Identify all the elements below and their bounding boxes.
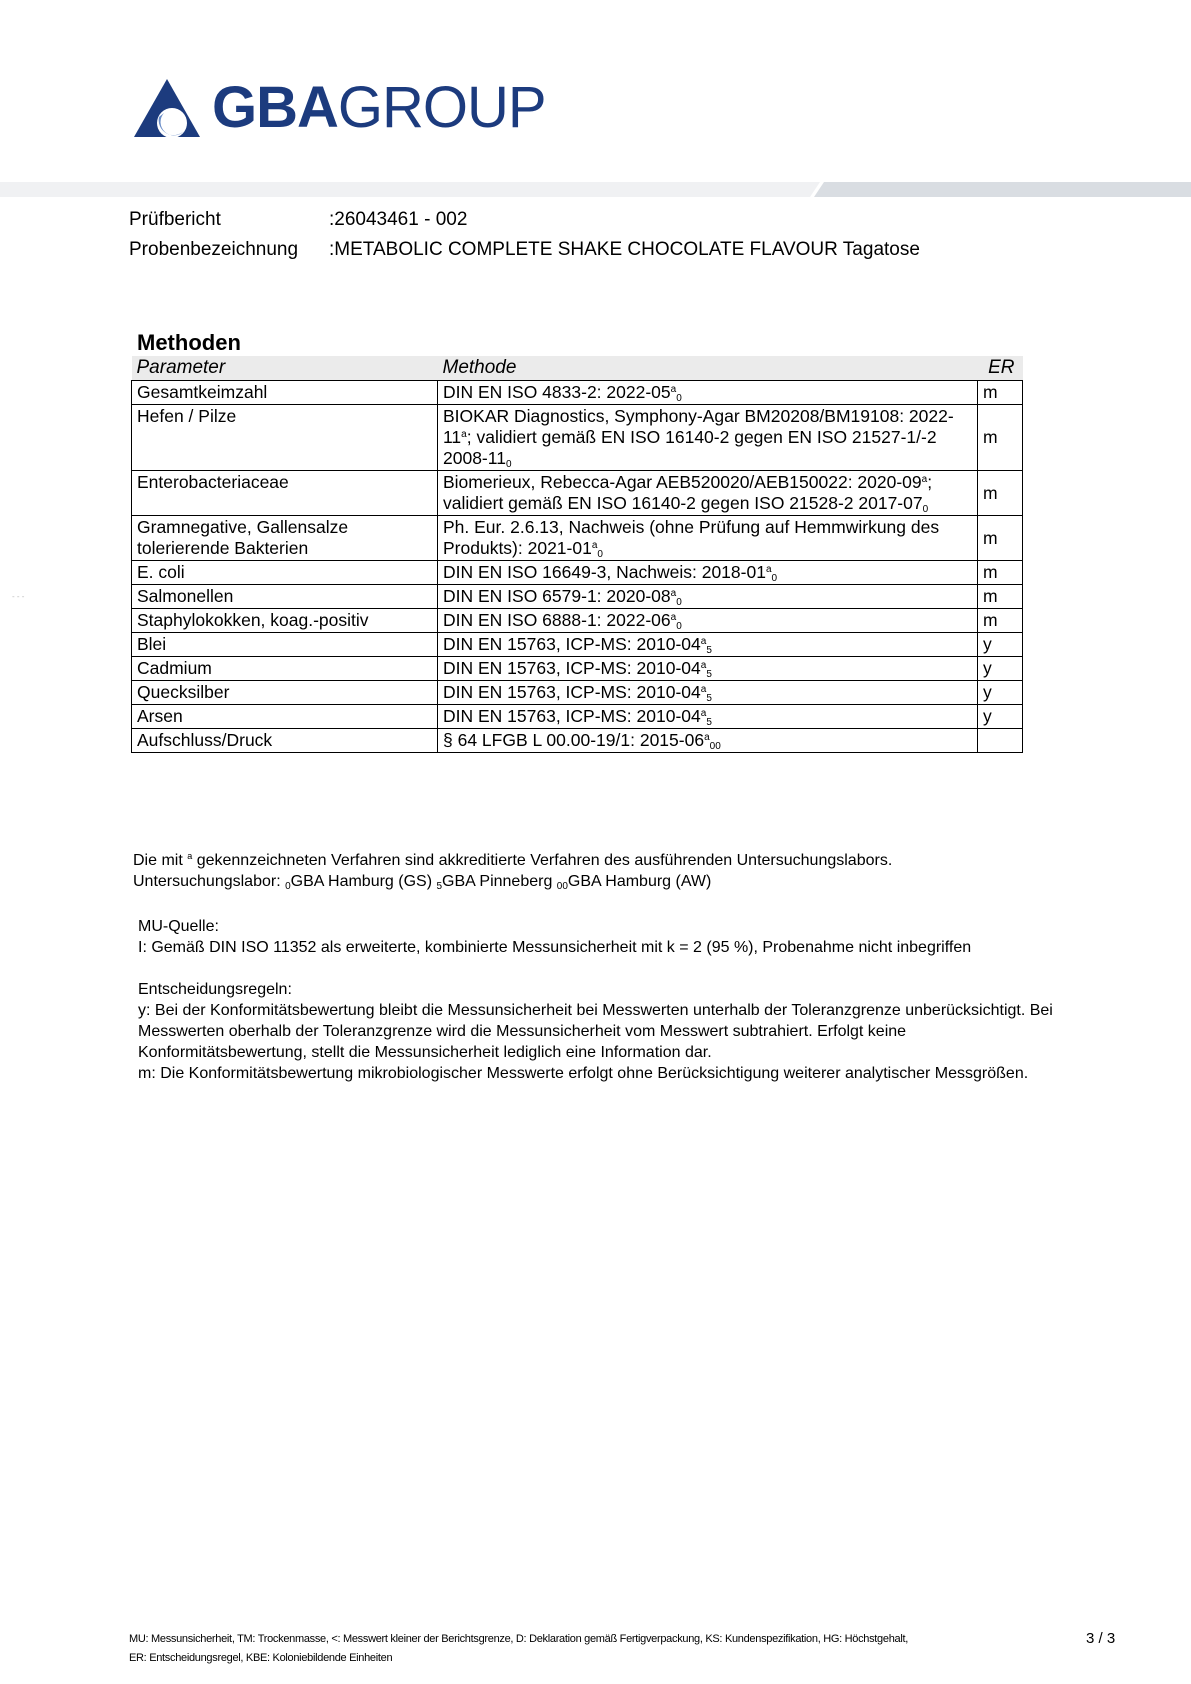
- method-cell: BIOKAR Diagnostics, Symphony-Agar BM20208/BM19108: 2022-11$^a$; validiert gemäß EN ISO 16140-2 gegen EN ISO 21527-1/-2 $2008-11_0$: [438, 405, 978, 471]
- parameter-cell: Gramnegative, Gallensalze tolerierende Bakterien: [132, 516, 438, 561]
- footer-line-1: MU: Messunsicherheit, TM: Trockenmasse, <: Messwert kleiner der Berichtsgrenze, D: Deklaration gemäß Fertigverpackung, KS: Kundenspezifikation, HG: Höchstgehalt,: [129, 1633, 908, 1645]
- subscript-lab-code: 00: [709, 741, 721, 752]
- subscript-lab-code: 5: [436, 881, 443, 892]
- method-row: [132, 471, 1023, 516]
- subscript-lab-code: 0: [285, 881, 291, 892]
- header-methode: Methode: [438, 356, 978, 381]
- logo-wordmark: [212, 76, 546, 140]
- report-id-label: Prüfbericht: [129, 209, 221, 230]
- method-row: [132, 585, 1023, 609]
- er-cell: m: [978, 609, 1023, 633]
- subscript-lab-code: 5: [706, 669, 712, 680]
- er-cell: y: [978, 681, 1023, 705]
- method-row: [132, 609, 1023, 633]
- parameter-cell: Aufschluss/Druck: [132, 729, 438, 753]
- parameter-cell: E. coli: [132, 561, 438, 585]
- subscript-lab-code: 0: [676, 393, 682, 404]
- parameter-cell: Blei: [132, 633, 438, 657]
- er-cell: y: [978, 657, 1023, 681]
- method-cell: Biomerieux, Rebecca-Agar AEB520020/AEB150022: 2020-09$^a$; validiert gemäß EN ISO 16140-2 gegen ISO 21528-2 $2017-07_0$: [438, 471, 978, 516]
- header-er: ER: [978, 356, 1023, 381]
- method-row: [132, 516, 1023, 561]
- er-cell: m: [978, 405, 1023, 471]
- subscript-lab-code: 0: [597, 549, 603, 560]
- method-cell: DIN EN 15763, ICP-MS: $2010-04^a_5$: [438, 633, 978, 657]
- er-cell: m: [978, 516, 1023, 561]
- subscript-lab-code: 5: [706, 645, 712, 656]
- er-cell: m: [978, 585, 1023, 609]
- method-row: [132, 705, 1023, 729]
- method-cell: Ph. Eur. 2.6.13, Nachweis (ohne Prüfung auf Hemmwirkung des Produkts): $2021-01^a_0$: [438, 516, 978, 561]
- subscript-lab-code: 0: [676, 621, 682, 632]
- sample-name-label: Probenbezeichnung: [129, 239, 299, 260]
- subscript-lab-code: 00: [556, 881, 568, 892]
- sample-name-value: :METABOLIC COMPLETE SHAKE CHOCOLATE FLAVOUR Tagatose: [329, 239, 920, 260]
- rules-title: Entscheidungsregeln:: [138, 981, 292, 998]
- method-row: [132, 405, 1023, 471]
- methods-body: [132, 381, 1023, 753]
- methods-title: Methoden: [137, 330, 241, 355]
- er-cell: [978, 729, 1023, 753]
- methods-header-row: [132, 356, 1023, 381]
- method-row: [132, 561, 1023, 585]
- subscript-lab-code: 5: [706, 693, 712, 704]
- method-cell: § 64 LFGB L 00.00-19/1: $2015-06^a_{00}$: [438, 729, 978, 753]
- er-cell: m: [978, 561, 1023, 585]
- gba-group-logo: [132, 76, 546, 140]
- rule-m: m: Die Konformitätsbewertung mikrobiologischer Messwerte erfolgt ohne Berücksichtigung weiterer analytischer Messgrößen.: [138, 1065, 1029, 1082]
- superscript-mark: a: [187, 851, 193, 861]
- margin-mark: - - -: [12, 592, 25, 601]
- subscript-lab-code: 0: [771, 573, 778, 584]
- er-cell: m: [978, 471, 1023, 516]
- superscript-mark: a: [700, 684, 707, 695]
- labs-note: Untersuchungslabor: $_0$GBA Hamburg (GS) $_5$GBA Pinneberg $_{00}$GBA Hamburg (AW): [133, 873, 712, 892]
- superscript-mark: a: [670, 612, 677, 623]
- superscript-mark: a: [670, 588, 677, 599]
- er-cell: y: [978, 633, 1023, 657]
- parameter-cell: Quecksilber: [132, 681, 438, 705]
- rule-y-line-1: y: Bei der Konformitätsbewertung bleibt die Messunsicherheit bei Messwerten unterhalb der Toleranzgrenze unberücksichtigt. Bei: [138, 1002, 1053, 1019]
- parameter-cell: Hefen / Pilze: [132, 405, 438, 471]
- page-number: 3 / 3: [1086, 1630, 1116, 1647]
- footer-legend: [129, 1630, 989, 1668]
- method-row: [132, 381, 1023, 405]
- parameter-cell: Gesamtkeimzahl: [132, 381, 438, 405]
- accredited-note: Die mit $^a$ gekennzeichneten Verfahren sind akkreditierte Verfahren des ausführenden Untersuchungslabors.: [133, 851, 893, 869]
- subscript-lab-code: 0: [505, 459, 512, 470]
- superscript-mark: a: [700, 636, 707, 647]
- subscript-lab-code: 0: [676, 597, 682, 608]
- rule-y-line-3: Konformitätsbewertung, stellt die Messunsicherheit lediglich eine Information dar.: [138, 1044, 712, 1061]
- method-cell: DIN EN 15763, ICP-MS: $2010-04^a_5$: [438, 657, 978, 681]
- superscript-mark: a: [670, 384, 677, 395]
- subscript-lab-code: 5: [706, 717, 712, 728]
- parameter-cell: Staphylokokken, koag.-positiv: [132, 609, 438, 633]
- subscript-lab-code: 0: [922, 504, 929, 515]
- mu-text: I: Gemäß DIN ISO 11352 als erweiterte, kombinierte Messunsicherheit mit k = 2 (95 %), Probenahme nicht inbegriffen: [138, 939, 972, 956]
- method-row: [132, 657, 1023, 681]
- method-cell: DIN EN 15763, ICP-MS: $2010-04^a_5$: [438, 681, 978, 705]
- method-cell: DIN EN ISO 6579-1: $2020-08^a_0$: [438, 585, 978, 609]
- superscript-mark: a: [700, 708, 707, 719]
- parameter-cell: Cadmium: [132, 657, 438, 681]
- superscript-mark: a: [921, 474, 928, 485]
- method-row: [132, 681, 1023, 705]
- gba-logo-mark-icon: [132, 77, 202, 139]
- method-row: [132, 633, 1023, 657]
- er-cell: m: [978, 381, 1023, 405]
- header-band: [0, 182, 1191, 197]
- superscript-mark: a: [461, 429, 467, 440]
- method-cell: DIN EN ISO 6888-1: $2022-06^a_0$: [438, 609, 978, 633]
- er-cell: y: [978, 705, 1023, 729]
- method-cell: DIN EN 15763, ICP-MS: $2010-04^a_5$: [438, 705, 978, 729]
- superscript-mark: a: [700, 660, 707, 671]
- rule-y-line-2: Messwerten oberhalb der Toleranzgrenze wird die Messunsicherheit vom Messwert subtrahiert. Erfolgt keine: [138, 1023, 907, 1040]
- logo-wordmark-light: GROUP: [337, 75, 546, 140]
- superscript-mark: a: [765, 564, 772, 575]
- parameter-cell: Enterobacteriaceae: [132, 471, 438, 516]
- method-row: [132, 729, 1023, 753]
- methods-table: [131, 356, 1023, 753]
- parameter-cell: Salmonellen: [132, 585, 438, 609]
- logo-wordmark-bold: GBA: [212, 75, 338, 140]
- superscript-mark: a: [591, 540, 598, 551]
- parameter-cell: Arsen: [132, 705, 438, 729]
- mu-title: MU-Quelle:: [138, 918, 219, 935]
- header-parameter: Parameter: [132, 356, 438, 381]
- superscript-mark: a: [704, 732, 710, 743]
- footer-line-2: ER: Entscheidungsregel, KBE: Koloniebildende Einheiten: [129, 1652, 393, 1664]
- report-id-value: :26043461 - 002: [329, 209, 468, 230]
- method-cell: DIN EN ISO 16649-3, Nachweis: $2018-01^a_0$: [438, 561, 978, 585]
- method-cell: DIN EN ISO 4833-2: $2022-05^a_0$: [438, 381, 978, 405]
